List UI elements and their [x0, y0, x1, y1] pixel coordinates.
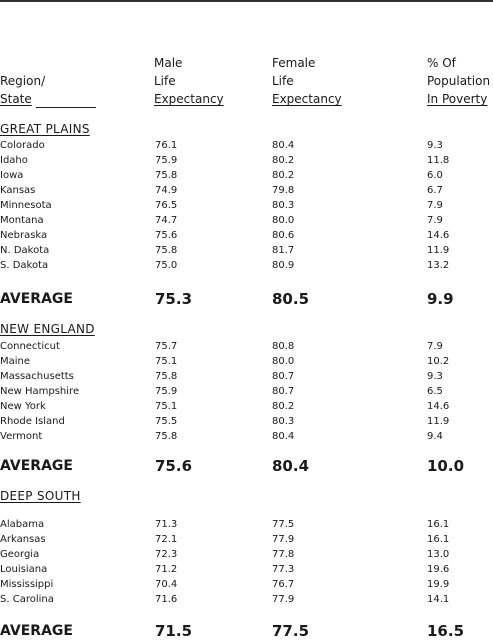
poverty-percent-cell: 16.5 — [427, 622, 465, 640]
male-life-expectancy-cell: 75.1 — [155, 356, 178, 367]
table-row — [0, 243, 493, 258]
poverty-percent-cell: 16.1 — [427, 519, 450, 530]
table-row — [0, 429, 493, 444]
state-name-cell: Georgia — [0, 549, 40, 560]
state-name-cell: Nebraska — [0, 230, 48, 241]
table-row — [0, 354, 493, 369]
female-life-expectancy-cell: 81.7 — [272, 245, 295, 256]
table-row — [0, 369, 493, 384]
state-name-cell: S. Dakota — [0, 260, 49, 271]
table-row — [0, 168, 493, 183]
female-life-expectancy-cell: 77.9 — [272, 534, 295, 545]
table-row — [0, 414, 493, 429]
state-name-cell: Connecticut — [0, 341, 60, 352]
table-row — [0, 339, 493, 354]
table-row — [0, 532, 493, 547]
state-name-cell: Mississippi — [0, 579, 54, 590]
male-life-expectancy-cell: 75.9 — [155, 155, 178, 166]
male-life-expectancy-cell: 75.8 — [155, 170, 178, 181]
female-life-expectancy-cell: 77.5 — [272, 519, 295, 530]
table-row — [0, 198, 493, 213]
male-life-expectancy-cell: 71.6 — [155, 594, 178, 605]
section-title-great-plains: GREAT PLAINS — [0, 122, 90, 136]
table-row — [0, 213, 493, 228]
table-row — [0, 577, 493, 592]
male-life-expectancy-cell: 75.6 — [155, 457, 193, 475]
table-row — [0, 138, 493, 153]
male-life-expectancy-cell: 75.7 — [155, 341, 178, 352]
state-name-cell: Kansas — [0, 185, 36, 196]
table-row — [0, 517, 493, 532]
top-border-line — [0, 0, 493, 2]
male-life-expectancy-cell: 74.7 — [155, 215, 178, 226]
table-row — [0, 562, 493, 577]
average-label: AVERAGE — [0, 623, 73, 639]
male-life-expectancy-cell: 76.5 — [155, 200, 178, 211]
state-name-cell: Rhode Island — [0, 416, 65, 427]
female-life-expectancy-cell: 80.2 — [272, 155, 295, 166]
poverty-percent-cell: 14.1 — [427, 594, 450, 605]
state-name-cell: Alabama — [0, 519, 45, 530]
male-life-expectancy-cell: 75.5 — [155, 416, 178, 427]
section-title-deep-south: DEEP SOUTH — [0, 489, 81, 503]
male-life-expectancy-cell: 71.3 — [155, 519, 178, 530]
poverty-percent-cell: 9.3 — [427, 140, 443, 151]
male-life-expectancy-cell: 76.1 — [155, 140, 178, 151]
average-label: AVERAGE — [0, 291, 73, 307]
female-life-expectancy-cell: 80.2 — [272, 401, 295, 412]
region-header-line1: Region/ — [0, 74, 46, 88]
average-row-great-plains — [0, 288, 493, 310]
male-life-expectancy-cell: 71.5 — [155, 622, 193, 640]
male-life-expectancy-cell: 71.2 — [155, 564, 178, 575]
female-life-expectancy-cell: 80.0 — [272, 356, 295, 367]
male-life-expectancy-cell: 70.4 — [155, 579, 178, 590]
male-life-expectancy-cell: 75.3 — [155, 290, 193, 308]
state-name-cell: New Hampshire — [0, 386, 80, 397]
female-life-expectancy-cell: 80.5 — [272, 290, 310, 308]
poverty-percent-cell: 6.5 — [427, 386, 443, 397]
poverty-percent-cell: 9.3 — [427, 371, 443, 382]
female-life-expectancy-cell: 77.5 — [272, 622, 310, 640]
state-name-cell: S. Carolina — [0, 594, 54, 605]
female-life-expectancy-cell: 80.4 — [272, 457, 310, 475]
average-label: AVERAGE — [0, 458, 73, 474]
poverty-percent-cell: 7.9 — [427, 215, 443, 226]
female-life-expectancy-cell: 77.3 — [272, 564, 295, 575]
female-life-expectancy-cell: 80.3 — [272, 200, 295, 211]
male-life-expectancy-cell: 75.6 — [155, 230, 178, 241]
female-life-expectancy-cell: 80.2 — [272, 170, 295, 181]
poverty-percent-cell: 16.1 — [427, 534, 450, 545]
poverty-percent-cell: 9.4 — [427, 431, 443, 442]
male-life-expectancy-cell: 75.1 — [155, 401, 178, 412]
state-name-cell: Vermont — [0, 431, 43, 442]
female-life-expectancy-cell: 80.4 — [272, 140, 295, 151]
male-life-expectancy-cell: 75.8 — [155, 431, 178, 442]
table-row — [0, 153, 493, 168]
state-name-cell: Iowa — [0, 170, 24, 181]
poverty-percent-cell: 14.6 — [427, 401, 450, 412]
state-name-cell: Colorado — [0, 140, 45, 151]
male-life-expectancy-cell: 75.0 — [155, 260, 178, 271]
state-name-cell: N. Dakota — [0, 245, 50, 256]
female-life-expectancy-cell: 76.7 — [272, 579, 295, 590]
female-life-expectancy-cell: 79.8 — [272, 185, 295, 196]
state-name-cell: Louisiana — [0, 564, 48, 575]
poverty-percent-cell: 19.9 — [427, 579, 450, 590]
table-row — [0, 399, 493, 414]
female-life-expectancy-cell: 77.9 — [272, 594, 295, 605]
poverty-percent-cell: 6.7 — [427, 185, 443, 196]
female-life-expectancy-cell: 80.0 — [272, 215, 295, 226]
poverty-percent-cell: 11.8 — [427, 155, 450, 166]
poverty-percent-cell: 7.9 — [427, 200, 443, 211]
male-life-expectancy-header: Male Life Expectancy — [154, 56, 224, 106]
state-name-cell: Maine — [0, 356, 31, 367]
female-life-expectancy-cell: 80.3 — [272, 416, 295, 427]
state-name-cell: New York — [0, 401, 46, 412]
female-life-expectancy-cell: 80.6 — [272, 230, 295, 241]
male-life-expectancy-cell: 74.9 — [155, 185, 178, 196]
male-life-expectancy-cell: 72.3 — [155, 549, 178, 560]
female-life-expectancy-cell: 77.8 — [272, 549, 295, 560]
male-life-expectancy-cell: 75.8 — [155, 371, 178, 382]
average-row-deep-south — [0, 620, 493, 642]
male-life-expectancy-cell: 75.8 — [155, 245, 178, 256]
poverty-percent-cell: 10.2 — [427, 356, 450, 367]
female-life-expectancy-cell: 80.4 — [272, 431, 295, 442]
male-life-expectancy-cell: 72.1 — [155, 534, 178, 545]
state-name-cell: Minnesota — [0, 200, 52, 211]
region-header-line2: State — [0, 90, 96, 108]
state-name-cell: Massachusetts — [0, 371, 74, 382]
poverty-percent-cell: 9.9 — [427, 290, 454, 308]
table-row — [0, 258, 493, 273]
female-life-expectancy-header: Female Life Expectancy — [272, 56, 342, 106]
female-life-expectancy-cell: 80.7 — [272, 371, 295, 382]
poverty-percent-cell: 14.6 — [427, 230, 450, 241]
region-state-header — [0, 72, 96, 108]
poverty-percent-cell: 13.2 — [427, 260, 450, 271]
poverty-percent-cell: 11.9 — [427, 416, 450, 427]
female-life-expectancy-cell: 80.9 — [272, 260, 295, 271]
average-row-new-england — [0, 455, 493, 477]
table-row — [0, 183, 493, 198]
state-name-cell: Montana — [0, 215, 44, 226]
table-row — [0, 384, 493, 399]
table-row — [0, 592, 493, 607]
poverty-percent-cell: 19.6 — [427, 564, 450, 575]
table-row — [0, 228, 493, 243]
poverty-percent-cell: 11.9 — [427, 245, 450, 256]
section-title-new-england: NEW ENGLAND — [0, 322, 95, 336]
state-name-cell: Arkansas — [0, 534, 46, 545]
female-life-expectancy-cell: 80.7 — [272, 386, 295, 397]
poverty-percent-cell: 6.0 — [427, 170, 443, 181]
table-row — [0, 547, 493, 562]
female-life-expectancy-cell: 80.8 — [272, 341, 295, 352]
poverty-header: % Of Population In Poverty — [427, 56, 491, 106]
poverty-percent-cell: 7.9 — [427, 341, 443, 352]
poverty-percent-cell: 10.0 — [427, 457, 465, 475]
state-name-cell: Idaho — [0, 155, 28, 166]
male-life-expectancy-cell: 75.9 — [155, 386, 178, 397]
poverty-percent-cell: 13.0 — [427, 549, 450, 560]
